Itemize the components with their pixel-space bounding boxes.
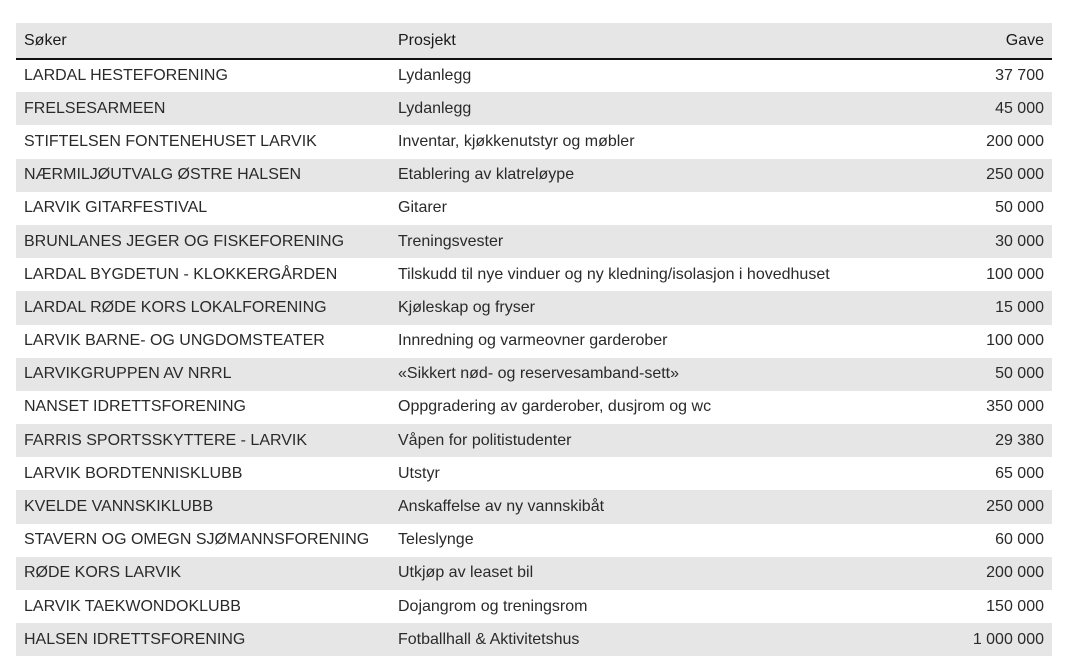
cell-gift: 30 000 xyxy=(950,225,1052,258)
table-body xyxy=(16,59,1052,656)
header-gift: Gave xyxy=(950,23,1052,59)
table-row xyxy=(16,325,1052,358)
cell-gift: 100 000 xyxy=(950,325,1052,358)
cell-applicant: LARDAL HESTEFORENING xyxy=(16,59,390,92)
cell-applicant: BRUNLANES JEGER OG FISKEFORENING xyxy=(16,225,390,258)
cell-gift: 37 700 xyxy=(950,59,1052,92)
cell-gift: 250 000 xyxy=(950,490,1052,523)
cell-gift: 250 000 xyxy=(950,159,1052,192)
cell-project: «Sikkert nød- og reservesamband-sett» xyxy=(390,358,950,391)
header-row xyxy=(16,23,1052,59)
table-row xyxy=(16,424,1052,457)
cell-applicant: STAVERN OG OMEGN SJØMANNSFORENING xyxy=(16,524,390,557)
table-row xyxy=(16,258,1052,291)
cell-applicant: FARRIS SPORTSSKYTTERE - LARVIK xyxy=(16,424,390,457)
grants-table xyxy=(16,23,1052,656)
cell-applicant: LARVIKGRUPPEN AV NRRL xyxy=(16,358,390,391)
cell-project: Lydanlegg xyxy=(390,92,950,125)
header-project: Prosjekt xyxy=(390,23,950,59)
cell-project: Anskaffelse av ny vannskibåt xyxy=(390,490,950,523)
cell-gift: 29 380 xyxy=(950,424,1052,457)
cell-applicant: STIFTELSEN FONTENEHUSET LARVIK xyxy=(16,125,390,158)
cell-applicant: FRELSESARMEEN xyxy=(16,92,390,125)
grants-table-container xyxy=(16,23,1052,656)
table-row xyxy=(16,92,1052,125)
cell-project: Dojangrom og treningsrom xyxy=(390,590,950,623)
table-row xyxy=(16,524,1052,557)
header-applicant: Søker xyxy=(16,23,390,59)
cell-applicant: NÆRMILJØUTVALG ØSTRE HALSEN xyxy=(16,159,390,192)
cell-applicant: HALSEN IDRETTSFORENING xyxy=(16,623,390,656)
cell-applicant: LARVIK GITARFESTIVAL xyxy=(16,192,390,225)
cell-gift: 200 000 xyxy=(950,557,1052,590)
cell-applicant: LARVIK TAEKWONDOKLUBB xyxy=(16,590,390,623)
cell-project: Lydanlegg xyxy=(390,59,950,92)
cell-project: Fotballhall & Aktivitetshus xyxy=(390,623,950,656)
table-row xyxy=(16,557,1052,590)
table-row xyxy=(16,291,1052,324)
cell-gift: 65 000 xyxy=(950,457,1052,490)
table-row xyxy=(16,59,1052,92)
cell-project: Etablering av klatreløype xyxy=(390,159,950,192)
cell-gift: 50 000 xyxy=(950,192,1052,225)
cell-gift: 200 000 xyxy=(950,125,1052,158)
table-row xyxy=(16,490,1052,523)
cell-project: Innredning og varmeovner garderober xyxy=(390,325,950,358)
cell-project: Kjøleskap og fryser xyxy=(390,291,950,324)
cell-project: Våpen for politistudenter xyxy=(390,424,950,457)
cell-project: Inventar, kjøkkenutstyr og møbler xyxy=(390,125,950,158)
cell-gift: 45 000 xyxy=(950,92,1052,125)
cell-gift: 15 000 xyxy=(950,291,1052,324)
cell-gift: 50 000 xyxy=(950,358,1052,391)
table-row xyxy=(16,623,1052,656)
cell-applicant: NANSET IDRETTSFORENING xyxy=(16,391,390,424)
table-row xyxy=(16,391,1052,424)
cell-applicant: LARVIK BARNE- OG UNGDOMSTEATER xyxy=(16,325,390,358)
table-row xyxy=(16,358,1052,391)
table-row xyxy=(16,457,1052,490)
cell-applicant: LARVIK BORDTENNISKLUBB xyxy=(16,457,390,490)
table-row xyxy=(16,192,1052,225)
cell-gift: 60 000 xyxy=(950,524,1052,557)
cell-project: Treningsvester xyxy=(390,225,950,258)
cell-gift: 1 000 000 xyxy=(950,623,1052,656)
table-row xyxy=(16,159,1052,192)
table-row xyxy=(16,225,1052,258)
cell-applicant: RØDE KORS LARVIK xyxy=(16,557,390,590)
cell-project: Utstyr xyxy=(390,457,950,490)
cell-applicant: KVELDE VANNSKIKLUBB xyxy=(16,490,390,523)
cell-project: Tilskudd til nye vinduer og ny kledning/isolasjon i hovedhuset xyxy=(390,258,950,291)
cell-project: Utkjøp av leaset bil xyxy=(390,557,950,590)
table-header xyxy=(16,23,1052,59)
cell-gift: 350 000 xyxy=(950,391,1052,424)
cell-gift: 150 000 xyxy=(950,590,1052,623)
table-row xyxy=(16,590,1052,623)
cell-project: Gitarer xyxy=(390,192,950,225)
table-row xyxy=(16,125,1052,158)
cell-applicant: LARDAL BYGDETUN - KLOKKERGÅRDEN xyxy=(16,258,390,291)
cell-project: Teleslynge xyxy=(390,524,950,557)
cell-applicant: LARDAL RØDE KORS LOKALFORENING xyxy=(16,291,390,324)
cell-gift: 100 000 xyxy=(950,258,1052,291)
cell-project: Oppgradering av garderober, dusjrom og wc xyxy=(390,391,950,424)
